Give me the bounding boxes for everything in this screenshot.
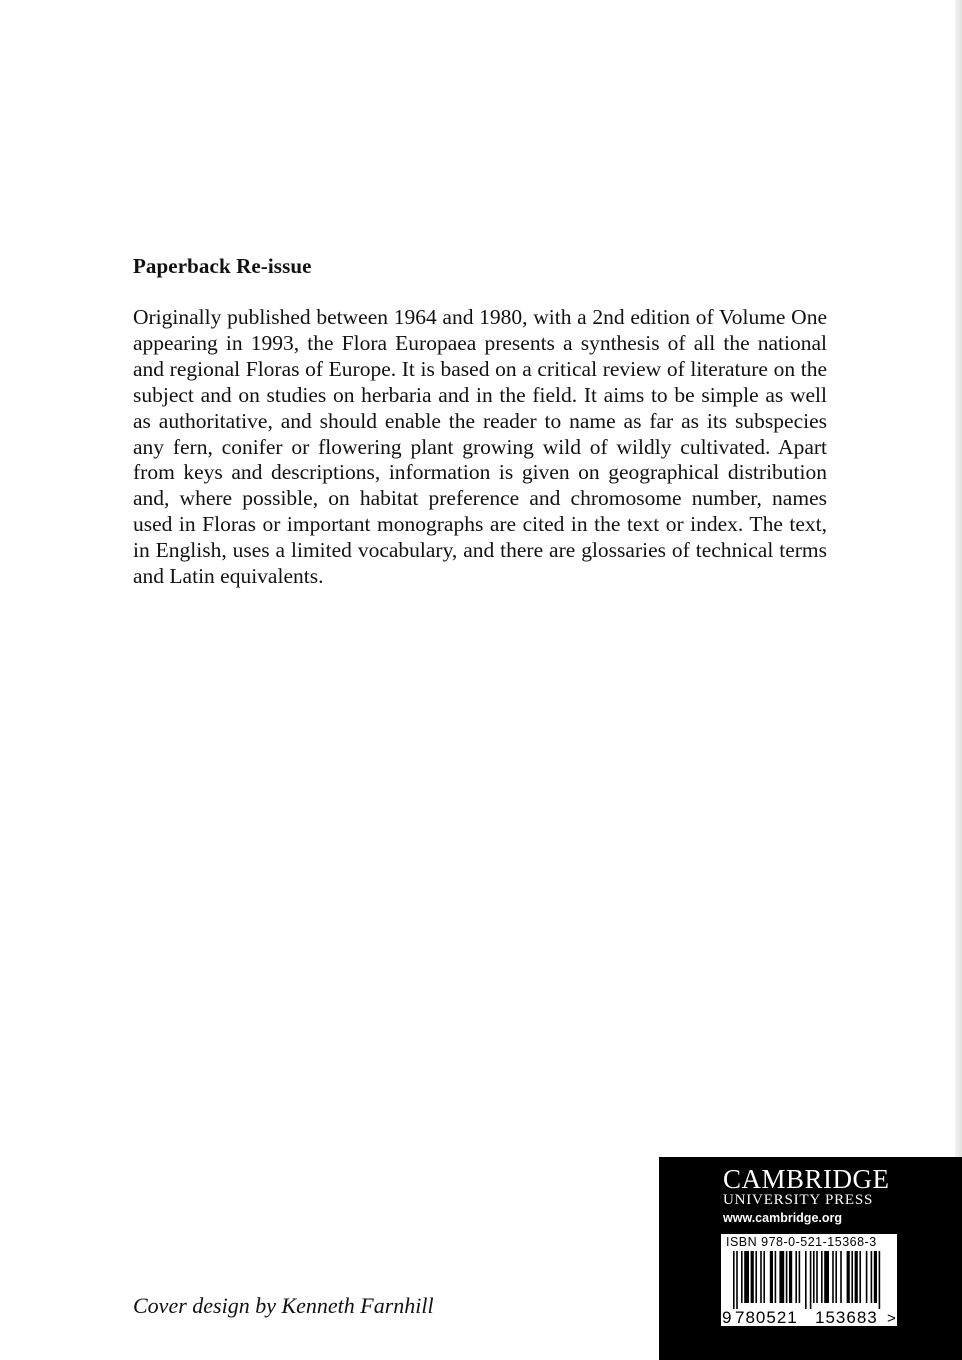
barcode-bar <box>866 1251 868 1303</box>
barcode-right-digits: 153683 <box>815 1308 878 1326</box>
publisher-barcode-box <box>659 1157 962 1360</box>
barcode-quiet-mark: > <box>887 1310 896 1326</box>
barcode-bar <box>847 1251 850 1303</box>
barcode-graphic <box>721 1251 897 1326</box>
barcode-bar <box>871 1251 873 1303</box>
barcode-bar <box>763 1251 765 1303</box>
barcode-bar <box>799 1251 801 1303</box>
barcode-bar <box>874 1251 877 1303</box>
barcode-bar <box>851 1251 853 1303</box>
barcode-bar <box>835 1251 837 1303</box>
barcode-bar <box>810 1251 812 1309</box>
barcode-bar <box>879 1251 881 1309</box>
barcode-bar <box>760 1251 762 1303</box>
barcode-bar <box>855 1251 858 1303</box>
barcode-bars <box>733 1251 880 1309</box>
barcode-bar <box>805 1251 807 1309</box>
cover-design-credit: Cover design by Kenneth Farnhill <box>133 1293 434 1318</box>
barcode-bar <box>813 1251 815 1303</box>
barcode-bar <box>736 1251 738 1309</box>
barcode-bar <box>779 1251 784 1303</box>
barcode-bar <box>816 1251 818 1303</box>
book-description: Originally published between 1964 and 1980, with a 2nd edition of Volume One appearing in 1993, the Flora Europaea presents a synthesis of all the national and regional Floras of Europe. It is based on a critical review of literature on the subject and on studies on herbaria and in the field. It aims to be simple as well as authoritative, and should enable the reader to name as far as its subspecies any fern, conifer or flowering plant growing wild of wildly cultivated. Apart from keys and descriptions, information is given on geographical distribution and, where possible, on habitat preference and chromosome number, names used in Floras or important monographs are cited in the text or index. The text, in English, uses a limited vocabulary, and there are glossaries of technical terms and Latin equivalents. <box>133 305 827 589</box>
publisher-url: www.cambridge.org <box>723 1211 843 1225</box>
barcode-bar <box>744 1251 749 1303</box>
barcode-bar <box>770 1251 773 1303</box>
barcode-bar <box>751 1251 754 1303</box>
barcode-bar <box>786 1251 788 1303</box>
page-right-edge <box>955 0 962 1360</box>
barcode-bar <box>824 1251 829 1303</box>
barcode-bar <box>741 1251 743 1303</box>
section-heading: Paperback Re-issue <box>133 254 312 278</box>
isbn-number: ISBN 978-0-521-15368-3 <box>726 1235 877 1249</box>
barcode-bar <box>775 1251 777 1303</box>
barcode-first-digit: 9 <box>722 1308 732 1326</box>
barcode-bar <box>789 1251 792 1303</box>
publisher-subtitle: UNIVERSITY PRESS <box>723 1192 874 1208</box>
barcode-left-digits: 780521 <box>735 1308 798 1326</box>
barcode-bar <box>733 1251 735 1309</box>
barcode-panel <box>721 1234 897 1326</box>
barcode-bar <box>755 1251 757 1303</box>
barcode-bar <box>840 1251 842 1303</box>
barcode-bar <box>859 1251 861 1303</box>
barcode-bar <box>795 1251 797 1303</box>
barcode-bar <box>821 1251 823 1303</box>
publisher-name: CAMBRIDGE <box>723 1164 890 1194</box>
barcode-bar <box>832 1251 834 1303</box>
